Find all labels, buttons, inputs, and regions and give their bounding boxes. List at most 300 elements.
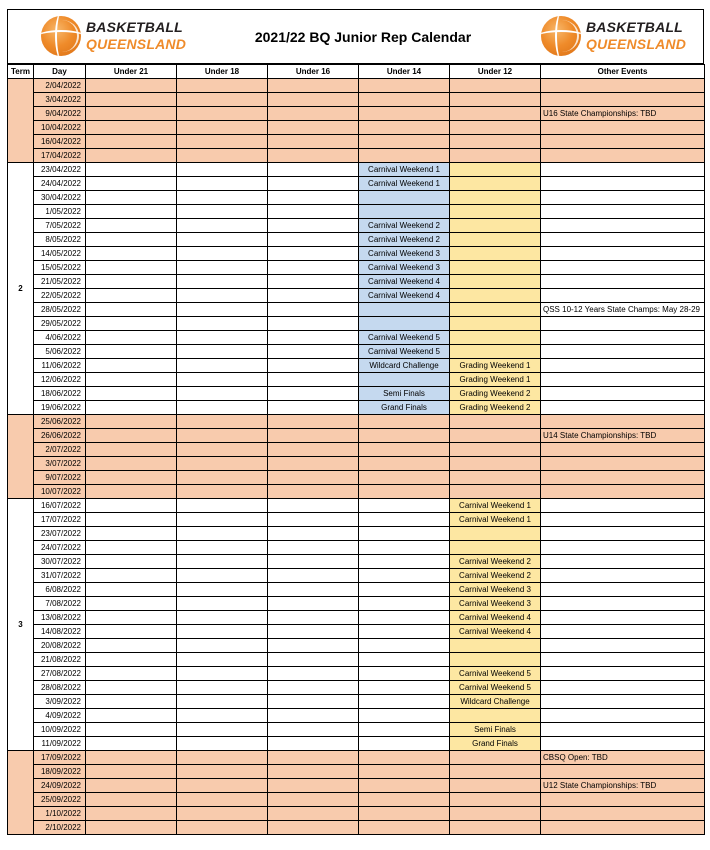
under-21-cell [86, 625, 177, 639]
under-16-cell [268, 387, 359, 401]
under-14-cell [359, 499, 450, 513]
under-12-cell: Carnival Weekend 3 [450, 597, 541, 611]
other-events-cell [541, 527, 705, 541]
under-14-cell [359, 471, 450, 485]
under-14-cell [359, 79, 450, 93]
table-row [8, 765, 705, 779]
under-14-cell: Carnival Weekend 5 [359, 331, 450, 345]
under-18-cell [177, 205, 268, 219]
other-events-cell [541, 611, 705, 625]
day-cell: 24/09/2022 [34, 779, 86, 793]
table-row [8, 443, 705, 457]
table-row [8, 163, 705, 177]
under-16-cell [268, 345, 359, 359]
day-cell: 5/06/2022 [34, 345, 86, 359]
table-row [8, 275, 705, 289]
under-14-cell [359, 121, 450, 135]
under-18-cell [177, 121, 268, 135]
under-21-cell [86, 779, 177, 793]
day-cell: 18/09/2022 [34, 765, 86, 779]
other-events-cell [541, 317, 705, 331]
under-18-cell [177, 513, 268, 527]
under-14-cell [359, 415, 450, 429]
under-21-cell [86, 429, 177, 443]
table-row [8, 359, 705, 373]
other-events-cell [541, 219, 705, 233]
under-14-cell: Semi Finals [359, 387, 450, 401]
under-12-cell: Carnival Weekend 1 [450, 499, 541, 513]
under-16-cell [268, 135, 359, 149]
under-18-cell [177, 247, 268, 261]
under-16-cell [268, 485, 359, 499]
under-18-cell [177, 821, 268, 835]
under-12-cell [450, 177, 541, 191]
other-events-cell [541, 541, 705, 555]
table-row [8, 513, 705, 527]
under-12-cell: Carnival Weekend 2 [450, 555, 541, 569]
under-12-cell: Semi Finals [450, 723, 541, 737]
table-row [8, 135, 705, 149]
under-21-cell [86, 135, 177, 149]
under-14-cell [359, 793, 450, 807]
under-21-cell [86, 597, 177, 611]
other-events-cell [541, 149, 705, 163]
table-row [8, 639, 705, 653]
under-12-cell [450, 415, 541, 429]
day-cell: 22/05/2022 [34, 289, 86, 303]
under-12-cell [450, 205, 541, 219]
under-16-cell [268, 415, 359, 429]
under-18-cell [177, 681, 268, 695]
under-12-cell: Carnival Weekend 5 [450, 667, 541, 681]
day-cell: 12/06/2022 [34, 373, 86, 387]
under-18-cell [177, 583, 268, 597]
day-cell: 25/09/2022 [34, 793, 86, 807]
day-cell: 17/09/2022 [34, 751, 86, 765]
under-18-cell [177, 695, 268, 709]
under-14-cell [359, 737, 450, 751]
day-cell: 10/04/2022 [34, 121, 86, 135]
table-row [8, 107, 705, 121]
column-header-under-14: Under 14 [359, 65, 450, 79]
day-cell: 2/04/2022 [34, 79, 86, 93]
day-cell: 23/07/2022 [34, 527, 86, 541]
other-events-cell [541, 79, 705, 93]
table-row [8, 149, 705, 163]
day-cell: 21/08/2022 [34, 653, 86, 667]
other-events-cell [541, 233, 705, 247]
other-events-cell [541, 191, 705, 205]
under-18-cell [177, 359, 268, 373]
day-cell: 29/05/2022 [34, 317, 86, 331]
under-18-cell [177, 373, 268, 387]
under-21-cell [86, 457, 177, 471]
under-21-cell [86, 233, 177, 247]
day-cell: 3/04/2022 [34, 93, 86, 107]
day-cell: 24/04/2022 [34, 177, 86, 191]
under-18-cell [177, 555, 268, 569]
under-14-cell: Carnival Weekend 1 [359, 177, 450, 191]
under-12-cell: Grading Weekend 2 [450, 387, 541, 401]
table-row [8, 415, 705, 429]
under-12-cell [450, 653, 541, 667]
under-12-cell [450, 457, 541, 471]
under-16-cell [268, 611, 359, 625]
under-12-cell [450, 821, 541, 835]
under-21-cell [86, 331, 177, 345]
under-12-cell: Carnival Weekend 2 [450, 569, 541, 583]
under-18-cell [177, 163, 268, 177]
table-row [8, 289, 705, 303]
under-12-cell [450, 163, 541, 177]
under-21-cell [86, 527, 177, 541]
other-events-cell [541, 415, 705, 429]
under-21-cell [86, 499, 177, 513]
table-row [8, 247, 705, 261]
table-row [8, 695, 705, 709]
day-cell: 30/07/2022 [34, 555, 86, 569]
table-row [8, 723, 705, 737]
column-header-under-21: Under 21 [86, 65, 177, 79]
under-16-cell [268, 471, 359, 485]
other-events-cell [541, 765, 705, 779]
under-18-cell [177, 289, 268, 303]
term-cell [8, 751, 34, 835]
other-events-cell [541, 667, 705, 681]
under-21-cell [86, 387, 177, 401]
day-cell: 3/09/2022 [34, 695, 86, 709]
other-events-cell [541, 709, 705, 723]
under-12-cell [450, 317, 541, 331]
column-header-under-18: Under 18 [177, 65, 268, 79]
under-16-cell [268, 583, 359, 597]
under-16-cell [268, 457, 359, 471]
day-cell: 6/08/2022 [34, 583, 86, 597]
under-14-cell [359, 429, 450, 443]
under-21-cell [86, 653, 177, 667]
under-16-cell [268, 597, 359, 611]
under-21-cell [86, 415, 177, 429]
under-21-cell [86, 751, 177, 765]
table-row [8, 177, 705, 191]
table-row [8, 527, 705, 541]
under-12-cell: Grading Weekend 1 [450, 359, 541, 373]
term-cell [8, 79, 34, 163]
other-events-cell [541, 177, 705, 191]
day-cell: 20/08/2022 [34, 639, 86, 653]
under-12-cell [450, 541, 541, 555]
under-12-cell: Carnival Weekend 5 [450, 681, 541, 695]
under-12-cell [450, 471, 541, 485]
under-14-cell [359, 653, 450, 667]
term-cell [8, 415, 34, 499]
under-12-cell [450, 261, 541, 275]
table-row [8, 793, 705, 807]
day-cell: 30/04/2022 [34, 191, 86, 205]
under-21-cell [86, 205, 177, 219]
under-16-cell [268, 233, 359, 247]
under-12-cell: Grading Weekend 1 [450, 373, 541, 387]
under-21-cell [86, 807, 177, 821]
day-cell: 3/07/2022 [34, 457, 86, 471]
other-events-cell [541, 485, 705, 499]
under-21-cell [86, 443, 177, 457]
under-14-cell [359, 625, 450, 639]
under-14-cell [359, 205, 450, 219]
under-16-cell [268, 331, 359, 345]
other-events-cell: U12 State Championships: TBD [541, 779, 705, 793]
day-cell: 11/06/2022 [34, 359, 86, 373]
calendar-table [7, 64, 705, 835]
under-14-cell [359, 779, 450, 793]
table-row [8, 653, 705, 667]
under-18-cell [177, 625, 268, 639]
other-events-cell [541, 695, 705, 709]
under-14-cell [359, 597, 450, 611]
table-row [8, 583, 705, 597]
under-18-cell [177, 471, 268, 485]
calendar-header [7, 9, 704, 64]
column-header-day: Day [34, 65, 86, 79]
day-cell: 23/04/2022 [34, 163, 86, 177]
under-21-cell [86, 793, 177, 807]
day-cell: 16/04/2022 [34, 135, 86, 149]
under-16-cell [268, 429, 359, 443]
under-21-cell [86, 723, 177, 737]
other-events-cell: QSS 10-12 Years State Champs: May 28-29 [541, 303, 705, 317]
under-16-cell [268, 667, 359, 681]
under-14-cell [359, 457, 450, 471]
under-14-cell: Carnival Weekend 5 [359, 345, 450, 359]
day-cell: 11/09/2022 [34, 737, 86, 751]
other-events-cell [541, 681, 705, 695]
table-row [8, 555, 705, 569]
under-18-cell [177, 737, 268, 751]
under-21-cell [86, 177, 177, 191]
day-cell: 10/09/2022 [34, 723, 86, 737]
under-18-cell [177, 345, 268, 359]
other-events-cell [541, 443, 705, 457]
other-events-cell [541, 261, 705, 275]
day-cell: 17/07/2022 [34, 513, 86, 527]
under-16-cell [268, 107, 359, 121]
day-cell: 2/10/2022 [34, 821, 86, 835]
under-18-cell [177, 219, 268, 233]
other-events-cell [541, 807, 705, 821]
day-cell: 1/05/2022 [34, 205, 86, 219]
under-21-cell [86, 471, 177, 485]
under-14-cell: Carnival Weekend 4 [359, 275, 450, 289]
under-18-cell [177, 303, 268, 317]
under-21-cell [86, 191, 177, 205]
under-14-cell [359, 513, 450, 527]
under-16-cell [268, 807, 359, 821]
under-21-cell [86, 345, 177, 359]
under-12-cell [450, 527, 541, 541]
basketball-icon [41, 16, 81, 56]
table-row [8, 233, 705, 247]
under-21-cell [86, 541, 177, 555]
under-16-cell [268, 401, 359, 415]
under-14-cell [359, 485, 450, 499]
under-16-cell [268, 191, 359, 205]
under-16-cell [268, 723, 359, 737]
table-row [8, 779, 705, 793]
under-14-cell: Carnival Weekend 1 [359, 163, 450, 177]
day-cell: 1/10/2022 [34, 807, 86, 821]
under-21-cell [86, 219, 177, 233]
under-21-cell [86, 121, 177, 135]
under-16-cell [268, 527, 359, 541]
table-row [8, 317, 705, 331]
under-18-cell [177, 653, 268, 667]
under-16-cell [268, 681, 359, 695]
day-cell: 16/07/2022 [34, 499, 86, 513]
under-14-cell [359, 667, 450, 681]
table-row [8, 807, 705, 821]
under-16-cell [268, 303, 359, 317]
under-12-cell: Carnival Weekend 3 [450, 583, 541, 597]
day-cell: 9/04/2022 [34, 107, 86, 121]
day-cell: 14/05/2022 [34, 247, 86, 261]
under-18-cell [177, 107, 268, 121]
under-21-cell [86, 681, 177, 695]
under-12-cell [450, 751, 541, 765]
other-events-cell [541, 555, 705, 569]
other-events-cell [541, 373, 705, 387]
other-events-cell [541, 583, 705, 597]
under-16-cell [268, 359, 359, 373]
under-14-cell [359, 317, 450, 331]
other-events-cell [541, 737, 705, 751]
under-18-cell [177, 597, 268, 611]
table-row [8, 387, 705, 401]
other-events-cell [541, 247, 705, 261]
table-row [8, 569, 705, 583]
under-21-cell [86, 317, 177, 331]
day-cell: 31/07/2022 [34, 569, 86, 583]
table-row [8, 373, 705, 387]
other-events-cell [541, 597, 705, 611]
under-16-cell [268, 149, 359, 163]
basketball-icon [541, 16, 581, 56]
table-row [8, 219, 705, 233]
table-row [8, 457, 705, 471]
other-events-cell [541, 135, 705, 149]
under-18-cell [177, 135, 268, 149]
table-row [8, 499, 705, 513]
under-12-cell [450, 149, 541, 163]
under-14-cell [359, 555, 450, 569]
under-18-cell [177, 569, 268, 583]
under-18-cell [177, 331, 268, 345]
under-18-cell [177, 807, 268, 821]
under-14-cell [359, 807, 450, 821]
under-21-cell [86, 289, 177, 303]
under-12-cell [450, 765, 541, 779]
under-12-cell [450, 289, 541, 303]
under-12-cell: Wildcard Challenge [450, 695, 541, 709]
day-cell: 7/08/2022 [34, 597, 86, 611]
under-21-cell [86, 163, 177, 177]
under-18-cell [177, 429, 268, 443]
under-14-cell: Carnival Weekend 2 [359, 233, 450, 247]
under-16-cell [268, 569, 359, 583]
under-12-cell [450, 247, 541, 261]
under-14-cell [359, 569, 450, 583]
under-18-cell [177, 709, 268, 723]
table-row [8, 681, 705, 695]
other-events-cell [541, 639, 705, 653]
day-cell: 13/08/2022 [34, 611, 86, 625]
under-18-cell [177, 793, 268, 807]
under-18-cell [177, 261, 268, 275]
under-16-cell [268, 555, 359, 569]
under-14-cell [359, 639, 450, 653]
under-18-cell [177, 751, 268, 765]
other-events-cell [541, 569, 705, 583]
under-16-cell [268, 793, 359, 807]
under-12-cell [450, 793, 541, 807]
other-events-cell [541, 345, 705, 359]
under-16-cell [268, 765, 359, 779]
under-12-cell [450, 345, 541, 359]
other-events-cell: U14 State Championships: TBD [541, 429, 705, 443]
table-row [8, 331, 705, 345]
under-14-cell [359, 751, 450, 765]
under-16-cell [268, 219, 359, 233]
under-16-cell [268, 499, 359, 513]
under-16-cell [268, 177, 359, 191]
under-14-cell [359, 527, 450, 541]
under-14-cell [359, 93, 450, 107]
under-14-cell: Grand Finals [359, 401, 450, 415]
under-14-cell: Carnival Weekend 2 [359, 219, 450, 233]
other-events-cell [541, 205, 705, 219]
under-21-cell [86, 513, 177, 527]
under-12-cell [450, 233, 541, 247]
other-events-cell [541, 499, 705, 513]
day-cell: 28/08/2022 [34, 681, 86, 695]
under-21-cell [86, 611, 177, 625]
table-row [8, 471, 705, 485]
under-12-cell [450, 79, 541, 93]
under-14-cell: Carnival Weekend 3 [359, 261, 450, 275]
under-12-cell [450, 429, 541, 443]
term-cell: 3 [8, 499, 34, 751]
under-14-cell [359, 191, 450, 205]
under-21-cell [86, 303, 177, 317]
under-12-cell [450, 639, 541, 653]
under-14-cell [359, 611, 450, 625]
table-row [8, 709, 705, 723]
other-events-cell [541, 121, 705, 135]
other-events-cell [541, 93, 705, 107]
under-21-cell [86, 79, 177, 93]
under-12-cell [450, 443, 541, 457]
logo-text-line2: QUEENSLAND [586, 36, 687, 52]
table-row [8, 667, 705, 681]
under-14-cell [359, 443, 450, 457]
under-16-cell [268, 317, 359, 331]
other-events-cell [541, 625, 705, 639]
under-12-cell [450, 807, 541, 821]
under-18-cell [177, 723, 268, 737]
under-18-cell [177, 499, 268, 513]
under-18-cell [177, 415, 268, 429]
under-14-cell [359, 765, 450, 779]
under-16-cell [268, 779, 359, 793]
